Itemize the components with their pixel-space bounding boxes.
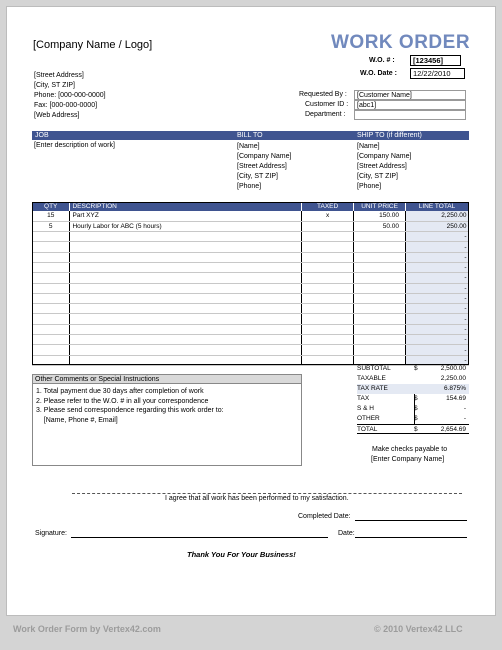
- taxed-cell[interactable]: [302, 345, 354, 355]
- taxed-cell[interactable]: [302, 355, 354, 365]
- wo-number-field[interactable]: [123456]: [410, 55, 461, 66]
- department-label: Department :: [305, 111, 346, 118]
- ship-to-phone: [Phone]: [357, 183, 382, 190]
- totals-currency: $: [414, 415, 418, 422]
- page-title: WORK ORDER: [331, 32, 471, 53]
- taxed-cell[interactable]: [302, 324, 354, 334]
- totals-currency: $: [414, 395, 418, 402]
- table-row[interactable]: [32, 335, 469, 345]
- table-row[interactable]: [32, 242, 469, 252]
- unit-price-cell[interactable]: [354, 314, 406, 324]
- unit-price-cell[interactable]: [354, 232, 406, 242]
- qty-cell[interactable]: [32, 345, 70, 355]
- col-description: DESCRIPTION: [70, 202, 302, 211]
- qty-cell[interactable]: [32, 252, 70, 262]
- comments-title: Other Comments or Special Instructions: [33, 375, 301, 384]
- customer-id-label: Customer ID :: [305, 101, 349, 108]
- table-row[interactable]: [32, 232, 469, 242]
- table-row[interactable]: [32, 293, 469, 303]
- wo-date-field[interactable]: 12/22/2010: [410, 68, 465, 79]
- description-cell[interactable]: [70, 232, 302, 242]
- signature-label: Signature:: [35, 530, 67, 537]
- requested-by-field[interactable]: [Customer Name]: [354, 90, 466, 100]
- totals-value: 154.69: [414, 394, 466, 404]
- line-total-cell[interactable]: 250.00: [406, 221, 469, 231]
- qty-cell[interactable]: [32, 335, 70, 345]
- description-cell[interactable]: [70, 355, 302, 365]
- description-cell[interactable]: [70, 324, 302, 334]
- items-table: [32, 202, 469, 366]
- comment-line: 3. Please send correspondence regarding this work order to:: [36, 407, 224, 414]
- bill-to-street: [Street Address]: [237, 163, 287, 170]
- unit-price-cell[interactable]: 50.00: [354, 221, 406, 231]
- checks-payable-company: [Enter Company Name]: [371, 456, 445, 463]
- taxed-cell[interactable]: [302, 221, 354, 231]
- totals-label: TOTAL: [357, 426, 378, 433]
- totals-currency: $: [414, 426, 418, 433]
- bill-to-header: BILL TO: [237, 132, 263, 139]
- company-address: [Street Address]: [34, 72, 84, 79]
- unit-price-cell[interactable]: [354, 242, 406, 252]
- department-field[interactable]: [354, 110, 466, 120]
- line-total-cell[interactable]: -: [406, 314, 469, 324]
- totals-value[interactable]: 6.875%: [443, 385, 466, 392]
- table-row[interactable]: [32, 252, 469, 262]
- totals-row: [357, 374, 469, 384]
- qty-cell[interactable]: 5: [32, 221, 70, 231]
- taxed-cell[interactable]: [302, 283, 354, 293]
- col-qty: QTY: [32, 202, 70, 211]
- totals-label: S & H: [357, 405, 374, 412]
- totals-row: [357, 424, 469, 434]
- qty-cell[interactable]: [32, 314, 70, 324]
- line-total-cell[interactable]: 2,250.00: [406, 211, 469, 221]
- qty-cell[interactable]: [32, 283, 70, 293]
- taxed-cell[interactable]: [302, 232, 354, 242]
- items-body: [32, 211, 469, 365]
- qty-cell[interactable]: [32, 242, 70, 252]
- table-row[interactable]: [32, 262, 469, 272]
- unit-price-cell[interactable]: [354, 283, 406, 293]
- totals-value: 2,250.00: [440, 375, 466, 382]
- totals-label: SUBTOTAL: [357, 365, 391, 372]
- table-row[interactable]: [32, 221, 469, 231]
- totals-label: TAX: [357, 395, 370, 402]
- col-taxed: TAXED: [302, 202, 354, 211]
- description-cell[interactable]: [70, 273, 302, 283]
- line-total-cell[interactable]: -: [406, 262, 469, 272]
- unit-price-cell[interactable]: [354, 324, 406, 334]
- taxed-cell[interactable]: [302, 314, 354, 324]
- col-unit-price: UNIT PRICE: [354, 202, 406, 211]
- taxed-cell[interactable]: [302, 335, 354, 345]
- work-order-page: [6, 6, 496, 616]
- description-cell[interactable]: [70, 293, 302, 303]
- totals-value: 2,500.00: [440, 365, 466, 372]
- ship-to-company: [Company Name]: [357, 153, 412, 160]
- description-cell[interactable]: [70, 345, 302, 355]
- line-total-cell[interactable]: -: [406, 335, 469, 345]
- description-cell[interactable]: [70, 304, 302, 314]
- table-row[interactable]: [32, 345, 469, 355]
- qty-cell[interactable]: [32, 262, 70, 272]
- requested-by-label: Requested By :: [299, 91, 347, 98]
- line-total-cell[interactable]: -: [406, 345, 469, 355]
- taxed-cell[interactable]: [302, 273, 354, 283]
- checks-payable-line1: Make checks payable to: [372, 446, 448, 453]
- agreement-text: I agree that all work has been performed to my satisfaction.: [165, 495, 349, 502]
- job-header: JOB: [35, 132, 49, 139]
- date-label: Date:: [338, 530, 355, 537]
- totals-value: 2,654.69: [440, 426, 466, 433]
- company-name: [Company Name / Logo]: [33, 39, 153, 51]
- ship-to-name: [Name]: [357, 143, 380, 150]
- ship-to-header: SHIP TO (if different): [357, 132, 422, 139]
- unit-price-cell[interactable]: [354, 335, 406, 345]
- totals-row: [357, 394, 469, 404]
- unit-price-cell[interactable]: [354, 345, 406, 355]
- comment-line: [Name, Phone #, Email]: [36, 416, 118, 424]
- wo-date-label: W.O. Date :: [360, 70, 397, 77]
- bill-to-company: [Company Name]: [237, 153, 292, 160]
- description-cell[interactable]: [70, 335, 302, 345]
- totals-value[interactable]: -: [414, 414, 466, 424]
- footer-right: © 2010 Vertex42 LLC: [374, 624, 463, 634]
- qty-cell[interactable]: [32, 232, 70, 242]
- table-row[interactable]: [32, 314, 469, 324]
- unit-price-cell[interactable]: [354, 273, 406, 283]
- bill-to-name: [Name]: [237, 143, 260, 150]
- ship-to-city: [City, ST ZIP]: [357, 173, 398, 180]
- line-total-cell[interactable]: -: [406, 283, 469, 293]
- totals-row: [357, 384, 469, 394]
- table-row[interactable]: [32, 324, 469, 334]
- line-total-cell[interactable]: -: [406, 242, 469, 252]
- qty-cell[interactable]: [32, 293, 70, 303]
- totals-currency: $: [414, 365, 418, 372]
- footer-left: Work Order Form by Vertex42.com: [13, 624, 161, 634]
- company-fax: Fax: [000-000-0000]: [34, 102, 98, 109]
- qty-cell[interactable]: 15: [32, 211, 70, 221]
- totals-row: [357, 414, 469, 424]
- totals-row: [357, 404, 469, 414]
- completed-date-line[interactable]: [355, 520, 467, 521]
- description-cell[interactable]: [70, 314, 302, 324]
- company-web: [Web Address]: [34, 112, 80, 119]
- taxed-cell[interactable]: [302, 293, 354, 303]
- comment-line: 1. Total payment due 30 days after completion of work: [36, 388, 204, 395]
- customer-id-field[interactable]: [abc1]: [354, 100, 466, 110]
- table-row[interactable]: [32, 211, 469, 221]
- description-cell[interactable]: [70, 242, 302, 252]
- unit-price-cell[interactable]: [354, 252, 406, 262]
- line-total-cell[interactable]: -: [406, 304, 469, 314]
- totals-label: TAXABLE: [357, 375, 386, 382]
- bill-to-phone: [Phone]: [237, 183, 262, 190]
- taxed-cell[interactable]: [302, 252, 354, 262]
- line-total-cell[interactable]: -: [406, 252, 469, 262]
- description-cell[interactable]: Part XYZ: [70, 211, 302, 221]
- table-row[interactable]: [32, 283, 469, 293]
- totals-value[interactable]: -: [414, 404, 466, 414]
- description-cell[interactable]: Hourly Labor for ABC (5 hours): [70, 221, 302, 231]
- unit-price-cell[interactable]: 150.00: [354, 211, 406, 221]
- unit-price-cell[interactable]: [354, 304, 406, 314]
- totals-label: OTHER: [357, 415, 380, 422]
- comment-line: 2. Please refer to the W.O. # in all your correspondence: [36, 397, 209, 405]
- description-cell[interactable]: [70, 252, 302, 262]
- signature-line[interactable]: [71, 537, 328, 538]
- taxed-cell[interactable]: [302, 304, 354, 314]
- taxed-cell[interactable]: x: [302, 211, 354, 221]
- taxed-cell[interactable]: [302, 262, 354, 272]
- wo-number-label: W.O. # :: [369, 57, 395, 64]
- taxed-cell[interactable]: [302, 242, 354, 252]
- totals-row: [357, 364, 469, 374]
- line-total-cell[interactable]: -: [406, 355, 469, 365]
- description-cell[interactable]: [70, 262, 302, 272]
- ship-to-block: [357, 142, 411, 192]
- qty-cell[interactable]: [32, 273, 70, 283]
- unit-price-cell[interactable]: [354, 262, 406, 272]
- line-total-cell[interactable]: -: [406, 273, 469, 283]
- totals-currency: $: [414, 405, 418, 412]
- bill-to-city: [City, ST ZIP]: [237, 173, 278, 180]
- date-line[interactable]: [355, 537, 467, 538]
- totals-label: TAX RATE: [357, 385, 388, 392]
- table-row[interactable]: [32, 273, 469, 283]
- comments-box[interactable]: [32, 374, 302, 466]
- bill-to-block: [237, 142, 291, 192]
- address-header-bar: [32, 131, 469, 140]
- line-total-cell[interactable]: -: [406, 324, 469, 334]
- qty-cell[interactable]: [32, 355, 70, 365]
- col-line-total: LINE TOTAL: [406, 202, 469, 211]
- completed-date-label: Completed Date:: [298, 513, 351, 520]
- thank-you-text: Thank You For Your Business!: [187, 550, 296, 559]
- company-city: [City, ST ZIP]: [34, 82, 75, 89]
- qty-cell[interactable]: [32, 304, 70, 314]
- description-cell[interactable]: [70, 283, 302, 293]
- ship-to-street: [Street Address]: [357, 163, 407, 170]
- items-header-row: [32, 202, 469, 211]
- qty-cell[interactable]: [32, 324, 70, 334]
- job-description[interactable]: [Enter description of work]: [34, 142, 115, 149]
- line-total-cell[interactable]: -: [406, 232, 469, 242]
- table-row[interactable]: [32, 304, 469, 314]
- company-phone: Phone: [000-000-0000]: [34, 92, 106, 99]
- unit-price-cell[interactable]: [354, 293, 406, 303]
- agreement-divider: [72, 493, 462, 494]
- line-total-cell[interactable]: -: [406, 293, 469, 303]
